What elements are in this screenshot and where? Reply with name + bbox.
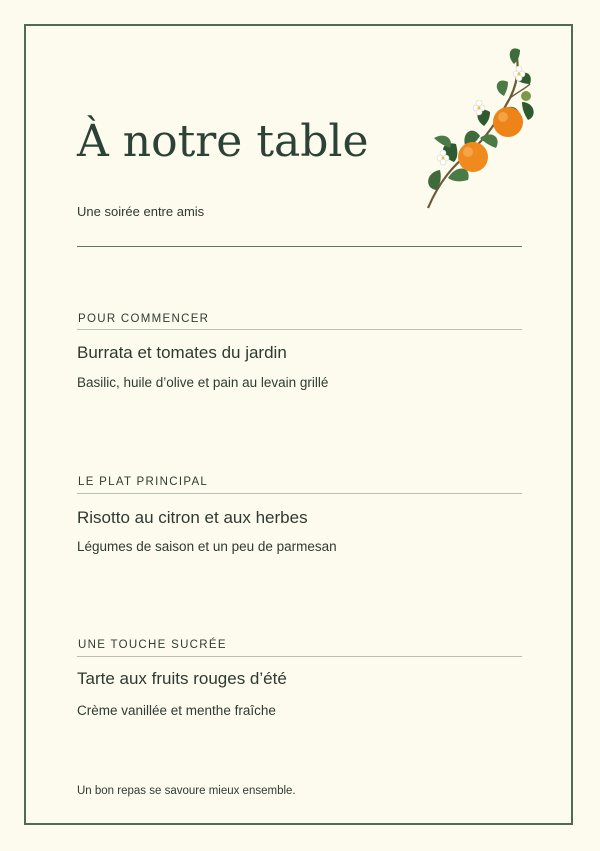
divider <box>77 246 522 247</box>
divider <box>77 656 522 657</box>
orange-branch-icon <box>418 40 543 212</box>
course-label-starter: POUR COMMENCER <box>78 313 210 325</box>
dish-description-dessert: Crème vanillée et menthe fraîche <box>77 703 276 718</box>
footer-note: Un bon repas se savoure mieux ensemble. <box>77 785 296 797</box>
dish-description-starter: Basilic, huile d’olive et pain au levain grillé <box>77 375 329 390</box>
divider <box>77 329 522 330</box>
dish-name-starter: Burrata et tomates du jardin <box>77 343 287 362</box>
divider <box>77 493 522 494</box>
dish-name-main: Risotto au citron et aux herbes <box>77 508 308 527</box>
menu-subtitle: Une soirée entre amis <box>77 204 205 219</box>
course-label-main: LE PLAT PRINCIPAL <box>78 476 209 488</box>
dish-description-main: Légumes de saison et un peu de parmesan <box>77 539 337 554</box>
menu-title: À notre table <box>77 116 369 167</box>
dish-name-dessert: Tarte aux fruits rouges d’été <box>77 669 287 688</box>
course-label-dessert: UNE TOUCHE SUCRÉE <box>78 639 227 651</box>
